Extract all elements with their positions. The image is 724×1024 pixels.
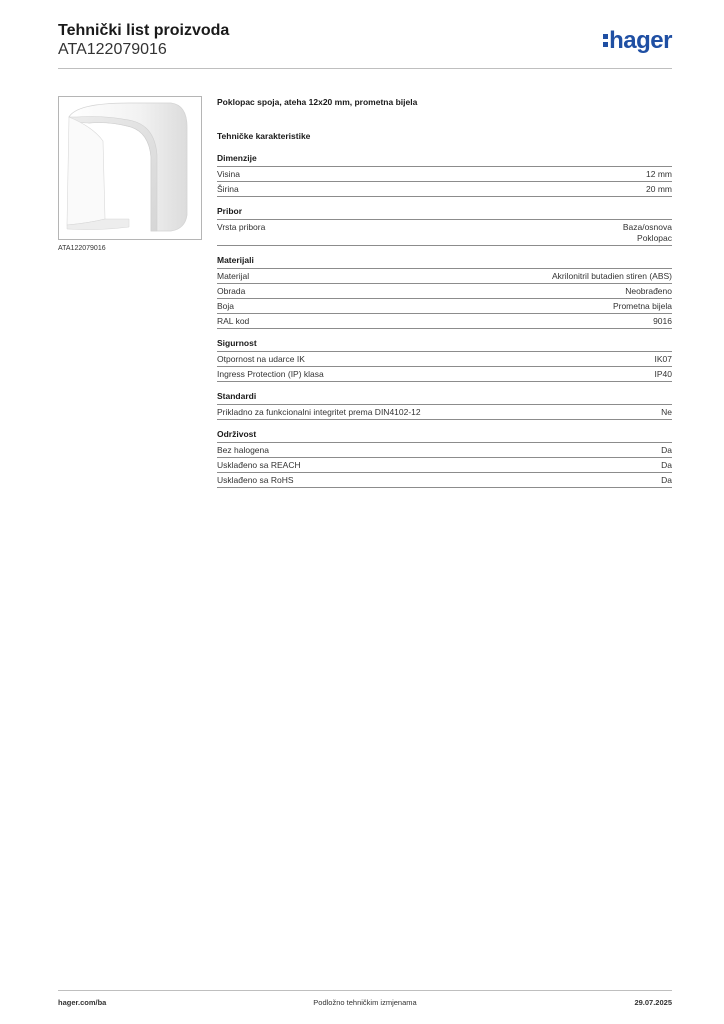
product-title: Poklopac spoja, ateha 12x20 mm, prometna bijela [217,97,418,107]
spec-group [217,429,672,488]
spec-value [655,354,673,365]
spec-group-title: Standardi [217,391,672,405]
spec-row [217,473,672,488]
product-code: ATA122079016 [58,41,167,58]
spec-group [217,255,672,329]
spec-value-line: IP40 [654,369,672,379]
spec-row [217,458,672,473]
spec-group-title: Materijali [217,255,672,269]
spec-group [217,338,672,382]
spec-group [217,153,672,197]
spec-value-line: Akrilonitril butadien stiren (ABS) [552,271,672,281]
spec-value [653,316,672,327]
spec-row [217,167,672,182]
spec-content [217,96,672,497]
spec-row [217,367,672,382]
footer-notice: Podložno tehničkim izmjenama [313,998,417,1007]
spec-value-line: Da [661,445,672,455]
document-title: Tehnički list proizvoda [58,22,230,39]
spec-group-title: Sigurnost [217,338,672,352]
spec-value-line: 12 mm [646,169,672,179]
spec-group [217,391,672,420]
spec-label: Otpornost na udarce IK [217,354,305,364]
spec-value [661,407,672,418]
spec-label: Širina [217,184,239,194]
image-caption: ATA122079016 [58,245,106,252]
spec-value [552,271,672,282]
spec-value-line: Baza/osnova [622,222,672,232]
logo-colon-icon [603,28,608,48]
spec-row [217,352,672,367]
hager-logo [603,28,672,54]
spec-value [646,184,672,195]
spec-label: Prikladno za funkcionalni integritet prema DIN4102-12 [217,407,421,417]
tech-heading: Tehničke karakteristike [217,131,311,141]
spec-groups [217,153,672,488]
spec-value [613,301,672,312]
spec-value [646,169,672,180]
spec-row [217,314,672,329]
spec-label: Usklađeno sa REACH [217,460,301,470]
spec-value [661,445,672,456]
spec-value-line: Neobrađeno [625,286,672,296]
spec-row [217,269,672,284]
spec-label: Boja [217,301,235,311]
spec-label: Usklađeno sa RoHS [217,475,294,485]
product-image [58,96,202,240]
spec-value-line: Poklopac [637,233,672,243]
spec-value-line: Prometna bijela [612,301,672,311]
footer-date: 29.07.2025 [634,998,672,1007]
spec-row [217,299,672,314]
spec-value [623,222,672,244]
spec-label: Materijal [217,271,250,281]
spec-value-line: Da [661,460,672,470]
footer-divider [58,990,672,991]
spec-group-title: Održivost [217,429,672,443]
spec-value-line: Da [661,475,672,485]
footer-website[interactable]: hager.com/ba [58,998,107,1007]
header-divider [58,68,672,69]
spec-row [217,182,672,197]
spec-value [625,286,672,297]
spec-row [217,405,672,420]
spec-label: Bez halogena [217,445,269,455]
spec-row [217,284,672,299]
spec-group-title: Pribor [217,206,672,220]
spec-value [655,369,673,380]
spec-label: Obrada [217,286,246,296]
spec-value-line: 20 mm [646,184,672,194]
spec-label: Ingress Protection (IP) klasa [217,369,324,379]
spec-value [661,475,672,486]
logo-text: hager [609,27,672,54]
spec-value-line: 9016 [653,316,672,326]
spec-label: Vrsta pribora [217,222,266,232]
spec-group [217,206,672,246]
spec-label: Visina [217,169,240,179]
spec-value-line: IK07 [654,354,672,364]
spec-row [217,443,672,458]
spec-value [661,460,672,471]
spec-row [217,220,672,246]
spec-label: RAL kod [217,316,250,326]
cover-piece-illustration [59,97,201,239]
spec-value-line: Ne [661,407,672,417]
page-header [58,22,672,68]
spec-group-title: Dimenzije [217,153,672,167]
